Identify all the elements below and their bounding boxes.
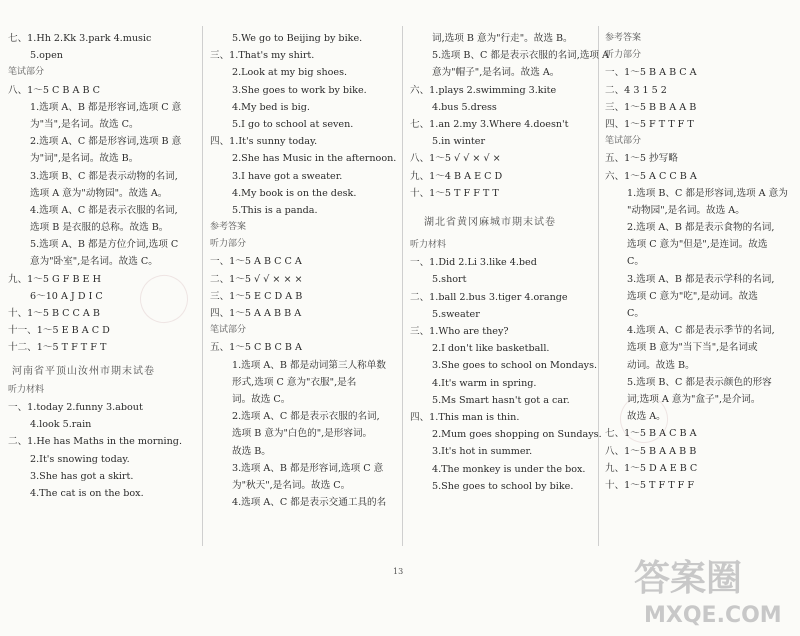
answer-line: 5.I go to school at seven. [232,118,354,130]
answer-line: 5.选项 B、C 都是表示颜色的形容 [627,376,772,388]
answer-line: 一、1.today 2.funny 3.about [8,401,143,413]
answer-line: 七、1.an 2.my 3.Where 4.doesn't [410,118,569,130]
answer-line: 1.选项 A、B 都是动词第三人称单数 [232,359,386,371]
watermark-text-main: 答案圈 [634,558,743,599]
answer-line: 一、1～5 A B C C A [210,256,302,268]
answer-line: 5.选项 B、C 都是表示衣服的名词,选项 A [432,50,609,62]
answer-line: 4.The cat is on the box. [30,487,144,499]
answer-line: 八、1～5 B A A B B [605,445,697,457]
answer-line: C。 [627,256,644,268]
answer-line: 三、1.Who are they? [410,326,509,338]
answer-line: 选项 A 意为"动物园"。故选 A。 [30,187,168,199]
answer-line: 4.It's warm in spring. [432,377,537,389]
answer-block [410,30,609,202]
answer-line: 十、1～5 T F T F F [605,479,695,491]
answer-line: 八、1～5 √ √ × √ × [410,153,501,165]
section-label: 笔试部分 [8,67,45,78]
answer-line: 5.short [432,274,467,286]
answer-line: 四、1.This man is thin. [410,411,520,423]
answer-line: 2.She has Music in the afternoon. [232,153,397,165]
page-number: 13 [393,567,404,576]
answer-line: 七、1.Hh 2.Kk 3.park 4.music [8,33,152,44]
answer-block [8,30,194,357]
answer-line: 5.She goes to school by bike. [432,480,574,492]
answer-line: 选项 C 意为"但是",是连词。故选 [627,239,768,251]
answer-line: 二、1.ball 2.bus 3.tiger 4.orange [410,291,568,303]
answer-line: 五、1～5 C B C B A [210,342,302,354]
answer-line: 二、1.He has Maths in the morning. [8,436,182,448]
answer-block [605,30,795,494]
column-4 [605,30,795,494]
answer-line: 四、1.It's sunny today. [210,136,318,148]
answer-line: 2.It's snowing today. [30,453,130,465]
section-label: 参考答案 [605,33,642,43]
answer-line: 词,选项 A 意为"盒子",是介词。 [627,393,761,405]
answer-line: 九、1～5 D A E B C [605,462,698,474]
column-2 [210,30,400,511]
answer-line: 二、1～5 √ √ × × × [210,273,303,285]
answer-line: 一、1.Did 2.Li 3.like 4.bed [410,257,537,269]
answer-line: 一、1～5 B A B C A [605,67,697,79]
section-label: 听力部分 [210,239,247,250]
answer-line: 十、1～5 T F F T T [410,187,499,199]
answer-line: 4.选项 A、C 都是表示交通工具的名 [232,497,387,509]
answer-line: 5.Ms Smart hasn't got a car. [432,394,570,406]
answer-line: 为"当",是名词。故选 C。 [30,118,139,130]
section-label: 听力部分 [605,50,642,61]
section-label: 听力材料 [410,240,447,251]
column-divider [202,26,203,546]
answer-line: 2.选项 A、B 都是表示食物的名词, [627,222,775,234]
answer-line: 5.We go to Beijing by bike. [232,33,363,44]
answer-line: 三、1～5 B B A A B [605,101,697,113]
answer-line: 意为"卧室",是名词。故选 C。 [30,256,158,268]
answer-line: 十二、1～5 T F T F T [8,342,107,354]
column-divider [402,26,403,546]
answer-line: 词,选项 B 意为"行走"。故选 B。 [432,33,573,44]
answer-line: 故选 A。 [627,411,666,423]
answer-line: 3.She goes to school on Mondays. [432,360,598,372]
answer-line: 4.选项 A、C 都是表示季节的名词, [627,325,775,337]
answer-line: 2.Mum goes shopping on Sundays. [432,429,602,441]
column-1 [8,30,194,502]
answer-line: 4.My bed is big. [232,101,310,113]
answer-block [8,382,194,502]
answer-line: 词。故选 C。 [232,393,291,405]
answer-line: 故选 B。 [232,445,271,457]
section-label: 参考答案 [210,222,247,233]
answer-line: 2.选项 A、C 都是表示衣服的名词, [232,411,380,423]
answer-line: C。 [627,308,644,319]
answer-line: 五、1～5 抄写略 [605,153,678,165]
section-label: 笔试部分 [605,136,642,147]
answer-line: 5.sweater [432,308,480,320]
answer-line: 3.选项 A、B 都是形容词,选项 C 意 [232,462,384,474]
answer-line: 六、1.plays 2.swimming 3.kite [410,84,557,96]
answer-block [410,237,602,495]
answer-line: 5.选项 A、B 都是方位介词,选项 C [30,239,179,251]
answer-line: 3.She has got a skirt. [30,470,134,482]
answer-line: 三、1.That's my shirt. [210,50,315,62]
answer-line: 6～10 A J D I C [30,290,103,302]
answer-line: 4.The monkey is under the box. [432,463,586,475]
answer-line: 3.It's hot in summer. [432,446,533,458]
watermark-logo-graphic [620,546,790,630]
answer-line: 动词。故选 B。 [627,359,695,371]
watermark-logo [620,546,790,630]
column-3 [410,30,609,495]
answer-line: 选项 B 是衣服的总称。故选 B。 [30,222,169,234]
section-title: 河南省平顶山汝州市期末试卷 [12,365,155,377]
section-label: 听力材料 [8,384,45,395]
answer-line: 六、1～5 A C C B A [605,170,697,182]
watermark-text-url: MXQE.COM [644,603,782,628]
answer-line: 选项 B 意为"当下当",是名词或 [627,342,758,354]
answer-line: 3.I have got a sweater. [232,170,343,182]
answer-line: 九、1～5 G F B E H [8,273,101,285]
answer-line: 意为"帽子",是名词。故选 A。 [432,67,560,79]
answer-line: 选项 B 意为"白色的",是形容词。 [232,428,373,440]
answer-block [210,30,400,511]
answer-line: 为"秋天",是名词。故选 C。 [232,479,351,491]
answer-line: 十、1～5 B C C A B [8,308,100,319]
answer-line: 3.选项 B、C 都是表示动物的名词, [30,170,178,182]
answer-line: 4.bus 5.dress [432,101,497,113]
answer-line: 2.选项 A、C 都是形容词,选项 B 意 [30,136,182,148]
answer-line: 为"词",是名词。故选 B。 [30,153,139,165]
answer-line: 选项 C 意为"吃",是动词。故选 [627,290,758,302]
answer-line: 四、1～5 F T T F T [605,118,694,130]
answer-line: 1.选项 A、B 都是形容词,选项 C 意 [30,101,182,113]
section-title: 湖北省黄冈麻城市期末试卷 [424,216,556,228]
answer-line: 4.My book is on the desk. [232,187,357,199]
answer-line: 5.This is a panda. [232,204,318,216]
answer-line: 3.She goes to work by bike. [232,84,367,96]
answer-line: 2.I don't like basketball. [432,343,550,355]
answer-line: 九、1～4 B A E C D [410,170,503,182]
answer-line: 5.open [30,50,63,62]
answer-line: "动物园",是名词。故选 A。 [627,204,745,216]
answer-line: 2.Look at my big shoes. [232,67,348,79]
answer-line: 3.选项 A、B 都是表示学科的名词, [627,273,775,285]
answer-line: 形式,选项 C 意为"衣服",是名 [232,376,357,388]
answer-line: 八、1～5 C B A B C [8,84,100,96]
answer-line: 5.in winter [432,136,486,148]
section-label: 笔试部分 [210,325,247,336]
answer-line: 1.选项 B、C 都是形容词,选项 A 意为 [627,187,788,199]
answer-line: 二、4 3 1 5 2 [605,84,667,96]
answer-line: 4.选项 A、C 都是表示衣服的名词, [30,204,178,216]
answer-line: 七、1～5 B A C B A [605,428,697,440]
answer-line: 三、1～5 E C D A B [210,290,303,302]
answer-line: 4.look 5.rain [30,419,92,431]
column-divider [598,26,599,546]
answer-line: 四、1～5 A A B B A [210,308,302,319]
answer-line: 十一、1～5 E B A C D [8,325,110,337]
